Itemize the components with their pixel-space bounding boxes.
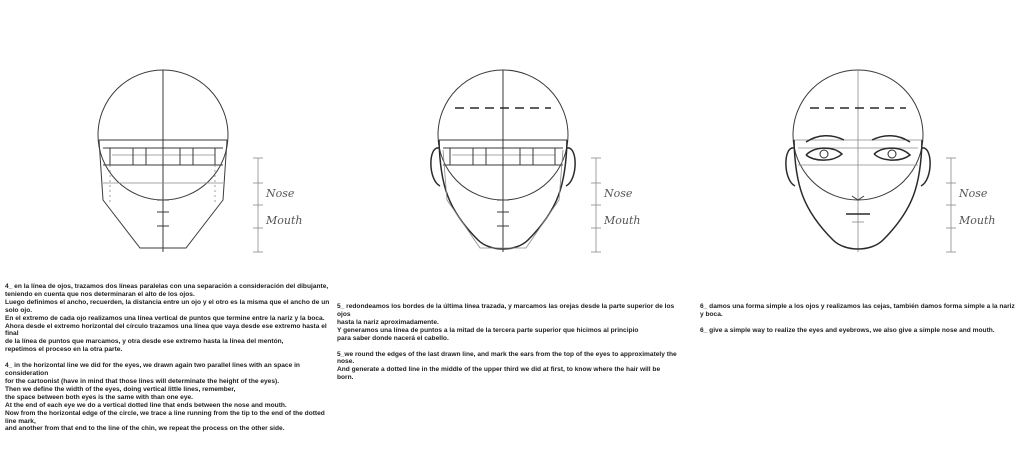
caption-line: At the end of each eye we do a vertical dotted line that ends between the nose and mouth.	[5, 401, 287, 409]
nose-label: Nose	[604, 187, 633, 200]
caption-en	[700, 327, 1020, 335]
caption-line: Then we define the width of the eyes, doing vertical little lines, remember,	[5, 385, 236, 393]
nose-label: Nose	[266, 187, 295, 200]
caption-line: And generate a dotted line in the middle of the upper third we did at first, to know where the hair will be born.	[337, 366, 661, 382]
caption-es	[700, 303, 1020, 319]
caption-line: teniendo en cuenta que nos determinaran el alto de los ojos.	[5, 290, 195, 298]
caption-line: Y generamos una línea de puntos a la mitad de la tercera parte superior que hicimos al principio	[337, 326, 639, 334]
caption-line: 4_ in the horizontal line we did for the eyes, we drawn again two parallel lines with an space in consideration	[5, 362, 300, 378]
caption-line: Now from the horizontal edge of the circle, we trace a line running from the tip to the end of the dotted line mark,	[5, 409, 325, 425]
caption-line: En el extremo de cada ojo realizamos una línea vertical de puntos que termine entre la nariz y la boca.	[5, 314, 325, 322]
mouth-label: Mouth	[604, 214, 641, 227]
caption-line: para saber donde nacerá el cabello.	[337, 334, 449, 342]
caption-line: for the cartoonist (have in mind that those lines will determinate the height of the eyes).	[5, 377, 280, 385]
caption-line: Luego definimos el ancho, recuerden, la distancia entre un ojo y el otro es la misma que el ancho de un solo ojo.	[5, 298, 330, 314]
caption-line: repetimos el proceso en la otra parte.	[5, 346, 123, 354]
caption-step-6	[700, 303, 1020, 335]
caption-line: 5_we round the edges of the last drawn line, and mark the ears from the top of the eyes to approximately the nose.	[337, 350, 677, 366]
caption-line: and another from that end to the line of the chin, we repeat the process on the other side.	[5, 425, 285, 433]
nose-label: Nose	[959, 187, 988, 200]
caption-line: Ahora desde el extremo horizontal del círculo trazamos una línea que vaya desde ese extremo hasta el final	[5, 322, 327, 338]
caption-line: the space between both eyes is the same with than one eye.	[5, 393, 193, 401]
caption-line: 6_ give a simple way to realize the eyes and eyebrows, we also give a simple nose and mouth.	[700, 326, 995, 334]
mouth-label: Mouth	[266, 214, 303, 227]
caption-line: de la línea de puntos que marcamos, y otra desde ese extremo hasta la línea del mentón,	[5, 338, 284, 346]
caption-line: 5_ redondeamos los bordes de la última línea trazada, y marcamos las orejas desde la parte superior de los ojos	[337, 303, 675, 318]
caption-line: 6_ damos una forma simple a los ojos y realizamos las cejas, también damos forma simple a la nariz y boca.	[700, 303, 1015, 318]
caption-line: 4_ en la línea de ojos, trazamos dos líneas paralelas con una separación a consideración del dibujante,	[5, 283, 329, 290]
caption-line: hasta la nariz aproximadamente.	[337, 318, 439, 326]
mouth-label: Mouth	[959, 214, 996, 227]
